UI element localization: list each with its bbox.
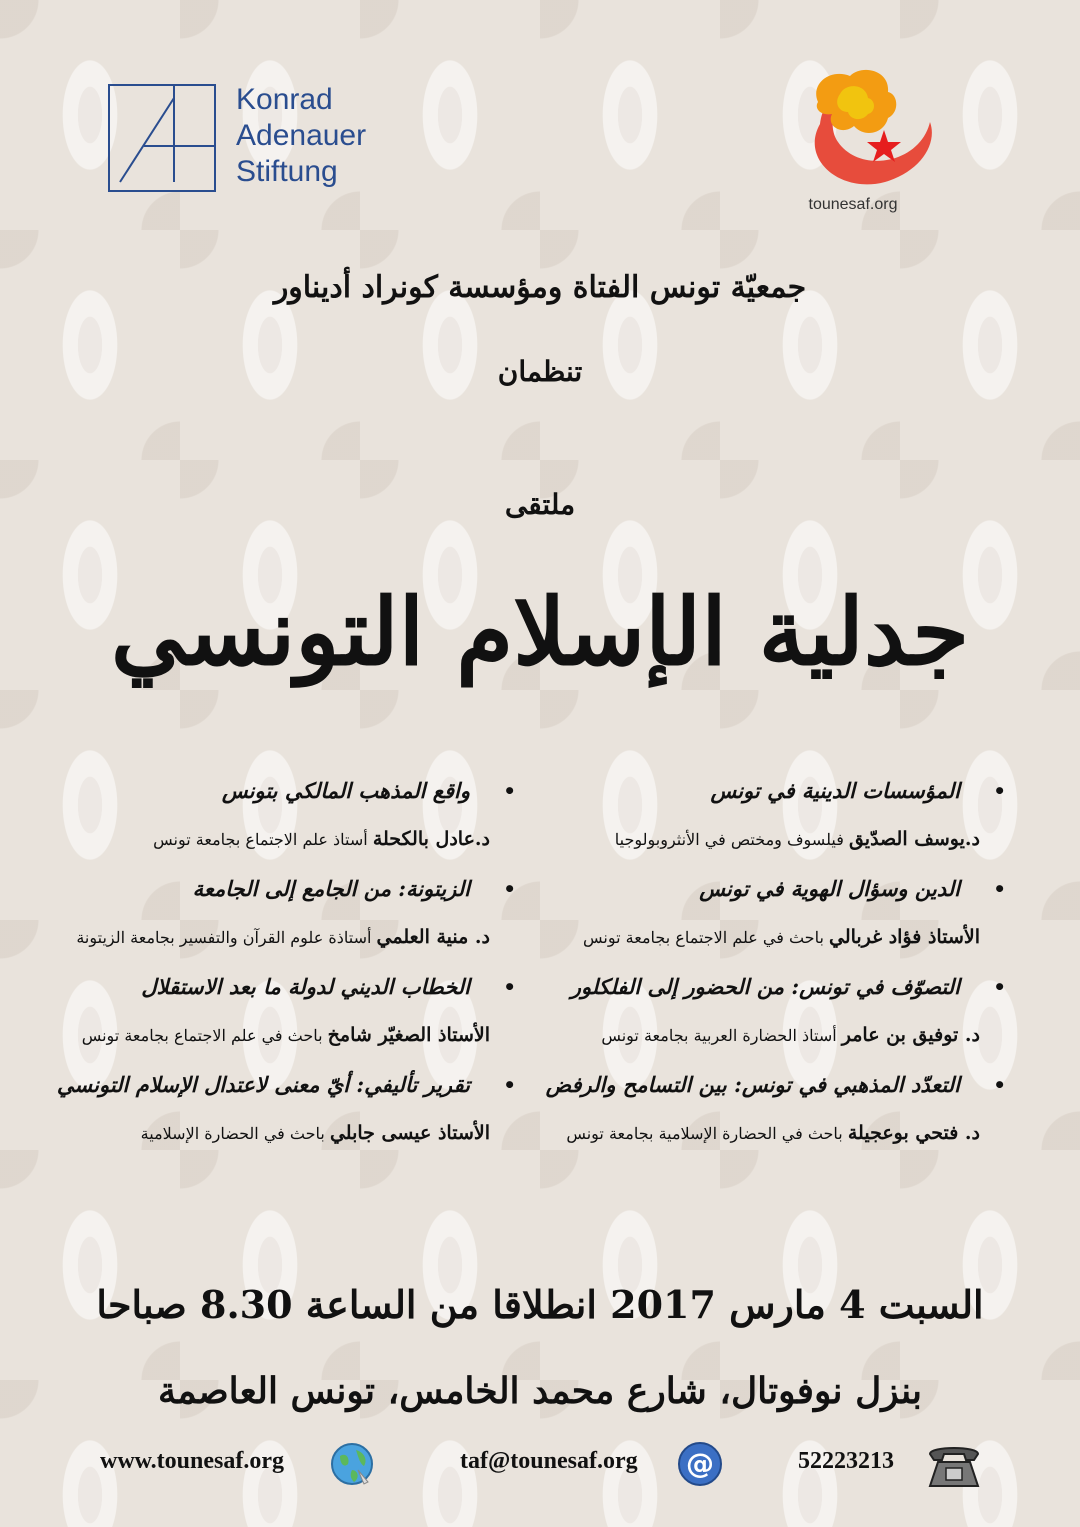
session-topic-text: الخطاب الديني لدولة ما بعد الاستقلال <box>141 974 470 999</box>
speaker-role: باحث في علم الاجتماع بجامعة تونس <box>81 1026 323 1045</box>
footer-phone[interactable]: 52223213 <box>798 1448 894 1474</box>
konrad-adenauer-logo <box>108 84 408 196</box>
event-date: السبت 4 مارس 2017 انطلاقا من الساعة 8.30 صباحا <box>96 1282 984 1327</box>
speaker-role: باحث في الحضارة الإسلامية بجامعة تونس <box>566 1124 843 1143</box>
tounesaf-emblem-icon <box>780 64 940 194</box>
session-topic <box>560 972 1020 1002</box>
session-topic-text: الزيتونة: من الجامع إلى الجامعة <box>192 876 470 901</box>
forum-word: ملتقى <box>504 488 576 521</box>
sessions-left-column <box>56 776 530 1168</box>
event-venue: بنزل نوفوتال، شارع محمد الخامس، تونس العاصمة <box>157 1370 922 1412</box>
session-topic <box>545 1070 1020 1100</box>
session-item <box>545 1070 1020 1168</box>
session-topic <box>70 776 530 806</box>
speaker-name: د. فتحي بوعجيلة <box>847 1122 980 1144</box>
session-item <box>560 874 1020 972</box>
session-topic <box>560 776 1020 806</box>
kas-line-2: Adenauer <box>236 119 367 152</box>
session-item <box>70 972 530 1070</box>
session-topic <box>560 874 1020 904</box>
session-topic-text: التصوّف في تونس: من الحضور إلى الفلكلور <box>570 974 960 999</box>
organizers-line: جمعيّة تونس الفتاة ومؤسسة كونراد أديناور <box>273 270 807 305</box>
session-topic <box>70 972 530 1002</box>
session-speaker <box>70 1120 530 1147</box>
speaker-name: د.عادل بالكحلة <box>372 828 490 850</box>
bullet-icon: • <box>503 877 516 901</box>
session-item <box>560 972 1020 1070</box>
session-topic <box>70 874 530 904</box>
session-topic-text: التعدّد المذهبي في تونس: بين التسامح والرفض <box>545 1072 960 1097</box>
sessions-right-column <box>545 776 1020 1168</box>
session-speaker <box>560 1022 1020 1049</box>
kas-logo-mark <box>108 84 216 192</box>
session-item <box>70 776 530 874</box>
session-item <box>560 776 1020 874</box>
speaker-name: د. منية العلمي <box>376 926 490 948</box>
bullet-icon: • <box>993 1073 1006 1097</box>
session-speaker <box>560 924 1020 951</box>
speaker-role: فيلسوف ومختص في الأنثروبولوجيا <box>614 830 844 849</box>
bullet-icon: • <box>503 1073 516 1097</box>
bullet-icon: • <box>503 779 516 803</box>
speaker-role: باحث في علم الاجتماع بجامعة تونس <box>583 928 824 947</box>
telephone-icon <box>924 1440 984 1490</box>
session-item <box>70 874 530 972</box>
session-item <box>56 1070 530 1168</box>
speaker-role: باحث في الحضارة الإسلامية <box>140 1124 325 1143</box>
session-speaker <box>70 1022 530 1049</box>
bullet-icon: • <box>503 975 516 999</box>
session-topic-text: المؤسسات الدينية في تونس <box>710 778 960 803</box>
globe-icon <box>328 1440 376 1488</box>
speaker-name: الأستاذ عيسى جابلي <box>329 1122 490 1144</box>
tounesaf-logo <box>780 64 940 224</box>
kas-line-1: Konrad <box>236 83 333 116</box>
speaker-role: أستاذ الحضارة العربية بجامعة تونس <box>601 1026 837 1045</box>
session-speaker <box>560 826 1020 853</box>
main-title: جدلية الإسلام التونسي <box>110 578 970 686</box>
bullet-icon: • <box>993 779 1006 803</box>
speaker-name: د.يوسف الصدّيق <box>848 828 980 850</box>
session-topic-text: واقع المذهب المالكي بتونس <box>221 778 470 803</box>
speaker-name: د. توفيق بن عامر <box>841 1024 980 1046</box>
session-topic <box>56 1070 530 1100</box>
footer-email[interactable]: taf@tounesaf.org <box>460 1448 638 1474</box>
speaker-name: الأستاذ الصغيّر شامخ <box>327 1024 490 1046</box>
speaker-role: أستاذة علوم القرآن والتفسير بجامعة الزيتونة <box>76 928 372 947</box>
tounesaf-logo-url: tounesaf.org <box>808 196 898 213</box>
session-topic-text: الدين وسؤال الهوية في تونس <box>699 876 960 901</box>
footer-website[interactable]: www.tounesaf.org <box>100 1448 284 1474</box>
bullet-icon: • <box>993 877 1006 901</box>
session-topic-text: تقرير تأليفي: أيّ معنى لاعتدال الإسلام التونسي <box>56 1072 470 1097</box>
session-speaker <box>560 1120 1020 1147</box>
bullet-icon: • <box>993 975 1006 999</box>
kas-line-3: Stiftung <box>236 155 338 188</box>
organize-word: تنظمان <box>497 355 583 388</box>
at-icon <box>676 1440 724 1488</box>
speaker-role: أستاذ علم الاجتماع بجامعة تونس <box>153 830 368 849</box>
session-speaker <box>70 826 530 853</box>
kas-logo-text <box>236 82 366 190</box>
svg-text:@: @ <box>686 1447 714 1480</box>
speaker-name: الأستاذ فؤاد غربالي <box>828 926 980 948</box>
session-speaker <box>70 924 530 951</box>
